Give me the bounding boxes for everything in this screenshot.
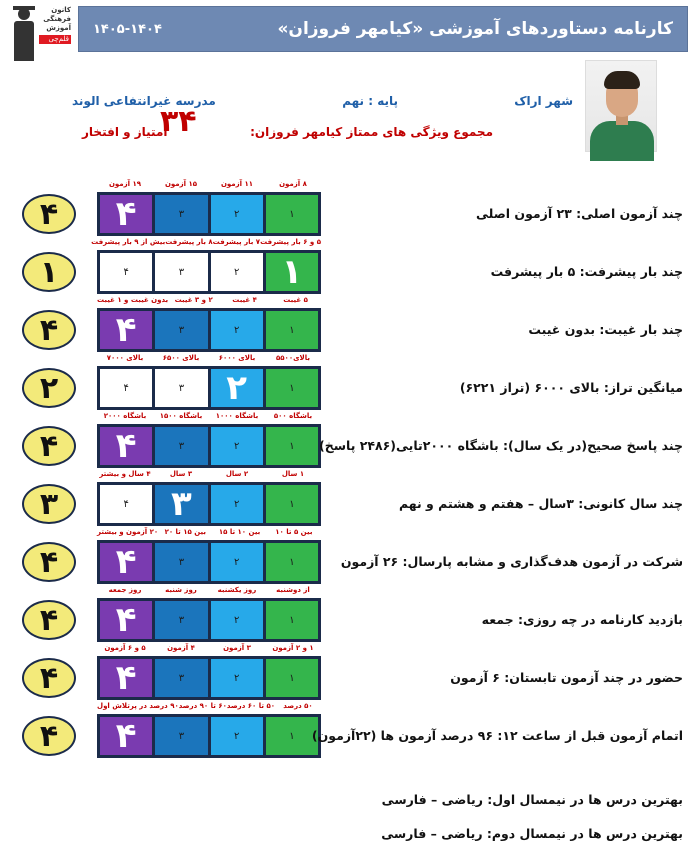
level-caption: بین ۱۰ تا ۱۵ [218,528,261,536]
features-label: مجموع ویژگی های ممتاز کیامهر فروزان: [250,125,493,139]
level-cell: ۲ [211,485,263,523]
level-caption: روز جمعه [108,586,142,594]
level-caption: روز شنبه [165,586,197,594]
graduate-figure-icon [12,6,36,70]
level-cell: ۱ [266,485,318,523]
selected-level-cell: ۴ [100,601,152,639]
level-cells [97,540,321,584]
school-label: مدرسه غیرانتفاعی الوند [72,94,216,108]
selected-level-cell: ۴ [100,659,152,697]
academic-years: ۱۴۰۵-۱۴۰۴ [93,21,162,37]
row-score-circle: ۴ [22,542,76,582]
level-caption: ۱ سال [281,470,305,478]
level-cell: ۳ [155,601,207,639]
selected-level-cell: ۴ [100,543,152,581]
level-cell: ۲ [211,427,263,465]
level-caption: ۴ سال و بیشتر [99,470,151,478]
level-caption: بین ۱۵ تا ۲۰ [164,528,207,536]
row-score-circle: ۴ [22,716,76,756]
city-label: شهر اراک [514,94,573,108]
level-cell: ۴ [100,369,152,407]
level-caption: از دوشنبه [276,586,310,594]
criterion-label: چند بار غیبت: بدون غیبت [528,322,683,337]
level-caption: ۲ و ۳ غیبت [174,296,213,304]
grade-label: پایه : نهم [342,94,398,108]
level-cell: ۳ [155,543,207,581]
level-captions [97,296,321,306]
level-cell: ۱ [266,311,318,349]
level-caption: ۵ غیبت [283,296,308,304]
level-cell: ۲ [211,717,263,755]
criterion-label: اتمام آزمون قبل از ساعت ۱۲: ۹۶ درصد آزمون ها (۲۲آزمون) [311,728,683,743]
row-score-circle: ۴ [22,310,76,350]
level-caption: ۴ غیبت [232,296,257,304]
level-captions [97,412,321,422]
row-score-circle: ۴ [22,600,76,640]
level-cell: ۳ [155,427,207,465]
level-cell: ۱ [266,601,318,639]
level-caption: بدون غیبت و ۱ غیبت [96,296,169,304]
criterion-label: بازدید کارنامه در چه روزی: جمعه [481,612,683,627]
level-caption: ۱۱ آزمون [220,180,254,188]
level-caption: ۵ و ۶ بار پیشرفت [260,238,321,246]
level-cell: ۲ [211,195,263,233]
level-caption: ۳ آزمون [223,644,251,652]
row-score-circle: ۴ [22,194,76,234]
level-cell: ۲ [211,659,263,697]
level-cell: ۳ [155,311,207,349]
level-cell: ۴ [100,253,152,291]
level-caption: بالای ۶۰۰۰ [218,354,256,362]
row-score-circle: ۴ [22,426,76,466]
criterion-label: چند بار پیشرفت: ۵ بار پیشرفت [490,264,683,279]
level-captions [97,354,321,364]
selected-level-cell: ۲ [211,369,263,407]
selected-level-cell: ۱ [266,253,318,291]
level-caption: ۵۰ تا ۶۰ درصد [226,702,275,710]
criterion-label: چند پاسخ صحیح(در یک سال): باشگاه ۲۰۰۰تایی(۲۴۸۶ پاسخ) [319,438,683,453]
level-cells [97,192,321,236]
level-caption: ۳ سال [169,470,193,478]
criterion-label: چند آزمون اصلی: ۲۳ آزمون اصلی [475,206,683,221]
level-cells [97,598,321,642]
level-cells [97,482,321,526]
best-subjects-second-half: بهترین درس ها در نیمسال دوم: ریاضی – فارسی [381,826,683,841]
level-cell: ۱ [266,717,318,755]
criterion-label: میانگین تراز: بالای ۶۰۰۰ (تراز ۶۲۲۱) [459,380,683,395]
level-caption: بالای ۷۰۰۰ [106,354,144,362]
level-cell: ۳ [155,369,207,407]
level-cell: ۲ [211,311,263,349]
level-cell: ۳ [155,717,207,755]
level-caption: روز یکشنبه [217,586,257,594]
level-caption: ۵ و ۶ آزمون [104,644,146,652]
report-title: کارنامه دستاوردهای آموزشی «کیامهر فروزان» [277,19,673,39]
level-caption: ۱۵ آزمون [164,180,198,188]
level-caption: ۱۹ آزمون [108,180,142,188]
level-cells [97,656,321,700]
selected-level-cell: ۴ [100,427,152,465]
row-score-circle: ۴ [22,658,76,698]
level-caption: ۸ آزمون [279,180,307,188]
level-caption: بین ۵ تا ۱۰ [275,528,313,536]
kanoon-logo: کانون فرهنگی آموزش قلم‌چی [12,6,72,70]
selected-level-cell: ۳ [155,485,207,523]
level-captions [97,644,321,654]
criterion-label: حضور در چند آزمون تابستان: ۶ آزمون [450,670,683,685]
level-captions [97,180,321,190]
level-cell: ۲ [211,253,263,291]
level-captions [97,470,321,480]
level-cell: ۱ [266,427,318,465]
selected-level-cell: ۴ [100,195,152,233]
level-caption: ۱ و ۲ آزمون [272,644,314,652]
level-caption: باشگاه ۱۰۰۰ [215,412,259,420]
level-caption: بالای ۶۵۰۰ [162,354,200,362]
level-cells [97,250,321,294]
criterion-label: شرکت در آزمون هدف‌گذاری و مشابه پارسال: ۲۶ آزمون [340,554,683,569]
total-score: ۳۴ [160,104,197,139]
level-caption: ۲۰ آزمون و بیشتر [97,528,159,536]
level-cell: ۱ [266,369,318,407]
level-captions [91,238,321,248]
report-header [78,6,688,52]
level-cell: ۲ [211,543,263,581]
score-caption: امتیاز و افتخار [82,125,168,139]
level-caption: باشگاه ۱۵۰۰ [159,412,203,420]
level-caption: ۷ بار پیشرفت [212,238,261,246]
level-caption: ۲ سال [225,470,249,478]
level-cell: ۳ [155,253,207,291]
level-cell: ۴ [100,485,152,523]
row-score-circle: ۳ [22,484,76,524]
level-caption: بیش از ۹ بار پیشرفت [91,238,166,246]
level-caption: ۵۰ درصد [283,702,313,710]
level-captions [97,586,321,596]
level-cell: ۱ [266,195,318,233]
level-caption: باشگاه ۲۰۰۰ [103,412,147,420]
level-caption: ۶۰ تا ۹۰ درصد [178,702,227,710]
level-caption: بالای۵۵۰۰ [276,354,310,362]
level-cell: ۱ [266,543,318,581]
level-cell: ۳ [155,195,207,233]
selected-level-cell: ۴ [100,717,152,755]
selected-level-cell: ۴ [100,311,152,349]
level-caption: ۹۰ درصد در پرتلاش اول [97,702,179,710]
level-caption: باشگاه ۵۰۰ [273,412,313,420]
row-score-circle: ۲ [22,368,76,408]
level-caption: ۸ بار پیشرفت [165,238,213,246]
level-captions [97,702,321,712]
level-cell: ۲ [211,601,263,639]
level-captions [97,528,321,538]
level-cells [97,424,321,468]
criterion-label: چند سال کانونی: ۳سال – هفتم و هشتم و نهم [398,496,683,511]
student-photo [585,60,657,152]
row-score-circle: ۱ [22,252,76,292]
best-subjects-first-half: بهترین درس ها در نیمسال اول: ریاضی – فارسی [381,792,683,807]
level-cell: ۱ [266,659,318,697]
level-caption: ۴ آزمون [167,644,195,652]
level-cell: ۳ [155,659,207,697]
level-cells [97,308,321,352]
level-cells [97,366,321,410]
level-cells [97,714,321,758]
